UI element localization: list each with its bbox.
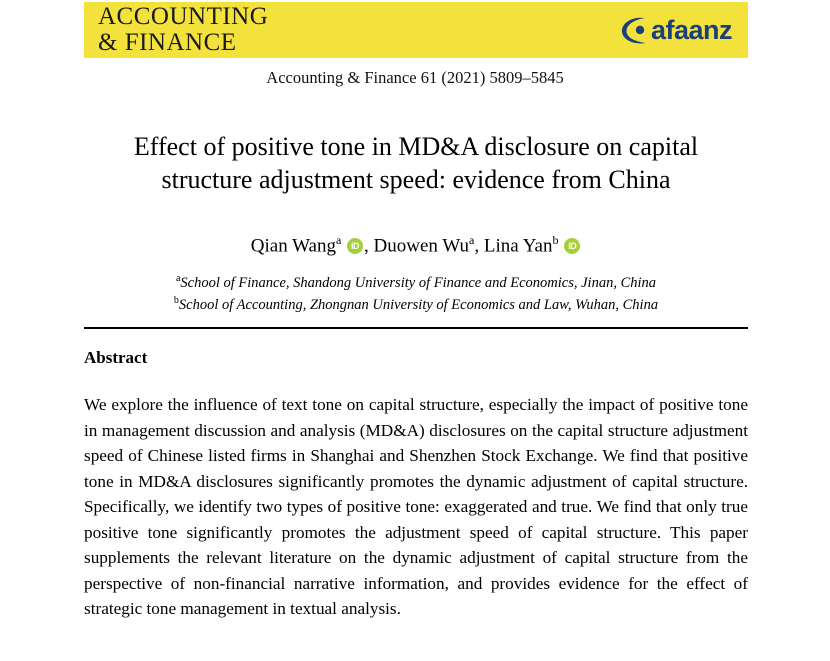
affiliation-marker: a: [175, 273, 181, 284]
affiliation-marker: b: [173, 294, 179, 306]
author-name-1: Qian Wang: [250, 235, 336, 257]
abstract-body: We explore the influence of text tone on capital structure, especially the impact of positive tone in management discussion and analysis (MD&A) disclosures on the capital structure adjustment speed of Chinese listed firms in Shanghai and Shenzhen Stock Exchange. We find that positive tone in MD&A disclosures significantly promotes the dynamic adjustment of capital structure. Specifically, we identify two types of positive tone: exaggerated and true. We find that only true positive tone significantly promotes the adjustment speed of capital structure. This paper supplements the relevant literature on the dynamic adjustment of capital structure from the perspective of non-financial narrative information, and provides evidence for the effect of strategic tone management in textual analysis.: [84, 395, 748, 618]
orcid-icon[interactable]: iD: [347, 238, 363, 254]
author-affiliation-marker-3: b: [552, 233, 559, 247]
author-separator-2: ,: [474, 235, 484, 257]
publisher-logo: [618, 13, 748, 47]
page-title-line2: structure adjustment speed: evidence from China: [161, 165, 671, 194]
journal-citation: Accounting & Finance 61 (2021) 5809–5845: [266, 68, 564, 87]
affiliation-list: [84, 270, 748, 314]
publisher-name: afaanz: [650, 14, 732, 45]
orcid-icon[interactable]: iD: [564, 238, 580, 254]
abstract-heading: Abstract: [84, 348, 148, 367]
author-name-2: Duowen Wu: [373, 235, 470, 257]
affiliation-text: School of Finance, Shandong University of Finance and Economics, Jinan, China: [180, 274, 657, 291]
affiliation-item: [84, 270, 748, 292]
afaanz-swoosh-icon: [618, 13, 650, 47]
author-affiliation-marker-1: a: [335, 233, 342, 247]
horizontal-divider: [84, 327, 748, 329]
page-title-line1: Effect of positive tone in MD&A disclosure on capital: [133, 132, 699, 161]
journal-masthead: [84, 2, 748, 58]
journal-title-line2: & FINANCE: [98, 29, 237, 56]
author-list: [84, 228, 748, 258]
journal-title-line1: ACCOUNTING: [98, 3, 269, 30]
affiliation-item: [84, 292, 748, 314]
author-affiliation-marker-2: a: [469, 233, 475, 247]
author-name-3: Lina Yan: [483, 235, 553, 257]
affiliation-text: School of Accounting, Zhongnan University of Economics and Law, Wuhan, China: [178, 296, 659, 313]
page-title: [84, 130, 748, 196]
journal-title: [84, 4, 268, 56]
author-separator-1: ,: [364, 235, 374, 257]
